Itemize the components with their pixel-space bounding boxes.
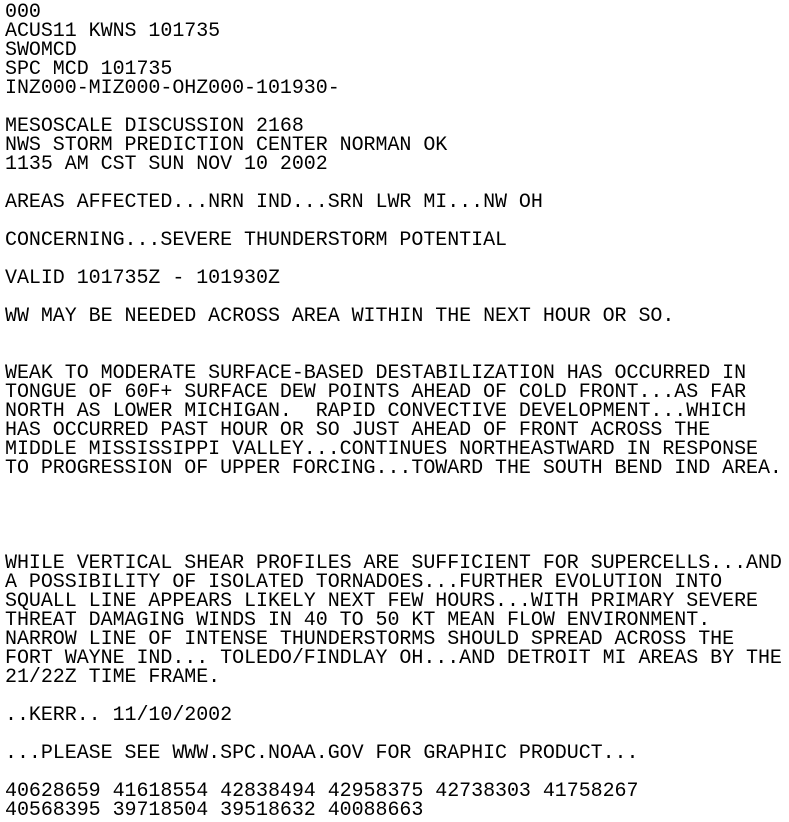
graphic-product-note: ...PLEASE SEE WWW.SPC.NOAA.GOV FOR GRAPHIC PRODUCT...	[5, 742, 639, 765]
summary: WW MAY BE NEEDED ACROSS AREA WITHIN THE NEXT HOUR OR SO.	[5, 305, 675, 328]
paragraph-line: THREAT DAMAGING WINDS IN 40 TO 50 KT MEAN FLOW ENVIRONMENT.	[5, 609, 711, 632]
issue-time: 1135 AM CST SUN NOV 10 2002	[5, 153, 328, 176]
paragraph-line: WEAK TO MODERATE SURFACE-BASED DESTABILIZATION HAS OCCURRED IN	[5, 362, 747, 385]
areas-affected: AREAS AFFECTED...NRN IND...SRN LWR MI...NW OH	[5, 191, 543, 214]
paragraph-line: SQUALL LINE APPEARS LIKELY NEXT FEW HOURS...WITH PRIMARY SEVERE	[5, 590, 758, 613]
paragraph-line: A POSSIBILITY OF ISOLATED TORNADOES...FURTHER EVOLUTION INTO	[5, 571, 723, 594]
header-line: 000	[5, 1, 41, 24]
header-line: ACUS11 KWNS 101735	[5, 20, 221, 43]
signature: ..KERR.. 11/10/2002	[5, 704, 233, 727]
header-line: SWOMCD	[5, 39, 77, 62]
paragraph-line: NORTH AS LOWER MICHIGAN. RAPID CONVECTIVE DEVELOPMENT...WHICH	[5, 400, 747, 423]
blank-line	[5, 497, 789, 516]
header-line: SPC MCD 101735	[5, 58, 173, 81]
coordinate-line: 40628659 41618554 42838494 42958375 42738303 41758267	[5, 780, 639, 803]
discussion-title: MESOSCALE DISCUSSION 2168	[5, 115, 304, 138]
paragraph-line: HAS OCCURRED PAST HOUR OR SO JUST AHEAD OF FRONT ACROSS THE	[5, 419, 711, 442]
blank-line	[5, 478, 789, 497]
valid-time: VALID 101735Z - 101930Z	[5, 267, 280, 290]
paragraph-line: FORT WAYNE IND... TOLEDO/FINDLAY OH...AND DETROIT MI AREAS BY THE	[5, 647, 782, 670]
paragraph-line: NARROW LINE OF INTENSE THUNDERSTORMS SHOULD SPREAD ACROSS THE	[5, 628, 735, 651]
blank-line	[5, 326, 789, 345]
header-line: INZ000-MIZ000-OHZ000-101930-	[5, 77, 340, 100]
paragraph-line: WHILE VERTICAL SHEAR PROFILES ARE SUFFICIENT FOR SUPERCELLS...AND	[5, 552, 782, 575]
paragraph-line: MIDDLE MISSISSIPPI VALLEY...CONTINUES NORTHEASTWARD IN RESPONSE	[5, 438, 758, 461]
concerning: CONCERNING...SEVERE THUNDERSTORM POTENTIAL	[5, 229, 507, 252]
paragraph-line: TONGUE OF 60F+ SURFACE DEW POINTS AHEAD OF COLD FRONT...AS FAR	[5, 381, 747, 404]
paragraph-line: TO PROGRESSION OF UPPER FORCING...TOWARD THE SOUTH BEND IND AREA.	[5, 457, 782, 480]
issuing-office: NWS STORM PREDICTION CENTER NORMAN OK	[5, 134, 448, 157]
paragraph-line: 21/22Z TIME FRAME.	[5, 666, 221, 689]
coordinate-line: 40568395 39718504 39518632 40088663	[5, 799, 424, 822]
blank-line	[5, 516, 789, 535]
discussion-text	[5, 3, 789, 820]
